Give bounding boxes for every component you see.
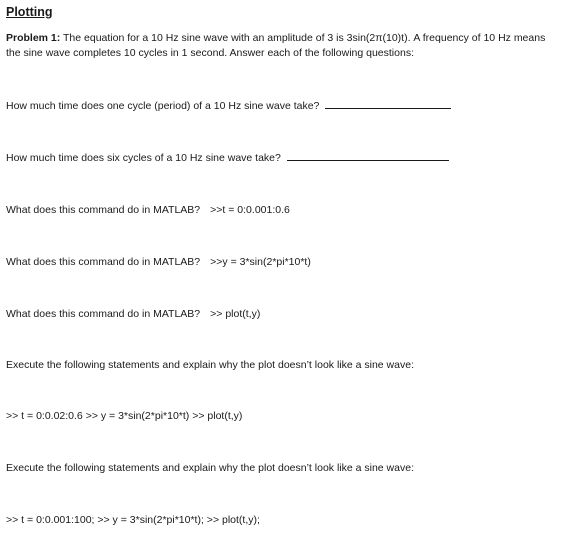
answer-blank[interactable]	[287, 159, 449, 161]
matlab-command: >>y = 3*sin(2*pi*10*t)	[210, 256, 311, 268]
question-text: How much time does six cycles of a 10 Hz sine wave take?	[6, 152, 281, 164]
question-time-vector	[6, 203, 290, 218]
question-period	[6, 99, 451, 114]
question-explain-2: Execute the following statements and explain why the plot doesn’t look like a sine wave:	[6, 462, 414, 474]
matlab-statements-2: >> t = 0:0.001:100; >> y = 3*sin(2*pi*10*t); >> plot(t,y);	[6, 514, 260, 526]
question-text: What does this command do in MATLAB?	[6, 308, 201, 320]
answer-blank[interactable]	[325, 107, 451, 109]
problem-statement	[6, 31, 556, 61]
matlab-command: >>t = 0:0.001:0.6	[210, 204, 290, 216]
question-explain-1: Execute the following statements and explain why the plot doesn’t look like a sine wave:	[6, 359, 414, 371]
matlab-command: >> plot(t,y)	[210, 308, 261, 320]
page-title: Plotting	[6, 5, 53, 19]
question-text: What does this command do in MATLAB?	[6, 256, 201, 268]
question-text: What does this command do in MATLAB?	[6, 204, 201, 216]
problem-text: The equation for a 10 Hz sine wave with an amplitude of 3 is 3sin(2π(10)t). A frequency of 10 Hz means the sine wave completes 10 cycles in 1 second. Answer each of the following questions:	[6, 32, 546, 60]
question-plot	[6, 307, 260, 322]
question-six-cycles	[6, 151, 449, 166]
question-sine-vector	[6, 255, 311, 270]
matlab-statements-1: >> t = 0:0.02:0.6 >> y = 3*sin(2*pi*10*t) >> plot(t,y)	[6, 410, 243, 422]
question-text: How much time does one cycle (period) of a 10 Hz sine wave take?	[6, 100, 320, 112]
problem-label: Problem 1:	[6, 32, 61, 44]
